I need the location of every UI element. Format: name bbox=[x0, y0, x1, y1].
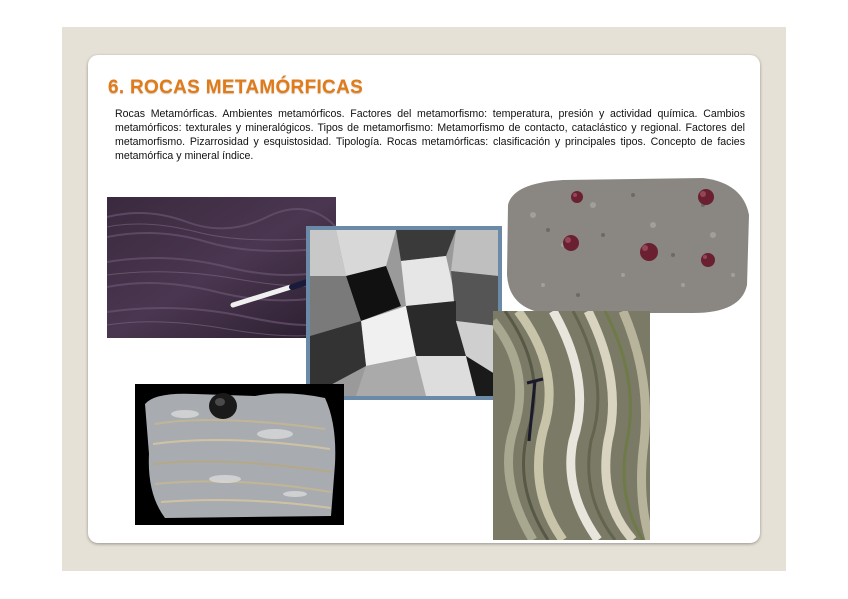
garnet-schist-sample-photo bbox=[503, 175, 752, 317]
schist-outcrop-with-pen-photo bbox=[107, 197, 336, 338]
thin-section-crossed-polars-photo bbox=[306, 226, 502, 400]
slide-description: Rocas Metamórficas. Ambientes metamórficos. Factores del metamorfismo: temperatura, presión y actividad química. Cambios metamórficos: texturales y mineralógicos. Tipos de metamorfismo: Metamorfismo de contacto, cataclástico y regional. Factores del metamorfismo. Pizarrosidad y esquistosidad. Tipología. Rocas metamórficas: clasificación y principales tipos. Concepto de facies metamórfica y mineral índice. bbox=[115, 108, 745, 162]
folded-gneiss-outcrop-photo bbox=[493, 311, 650, 540]
schist-hand-sample-photo bbox=[135, 384, 344, 525]
slide-title: 6. ROCAS METAMÓRFICAS bbox=[108, 77, 364, 98]
